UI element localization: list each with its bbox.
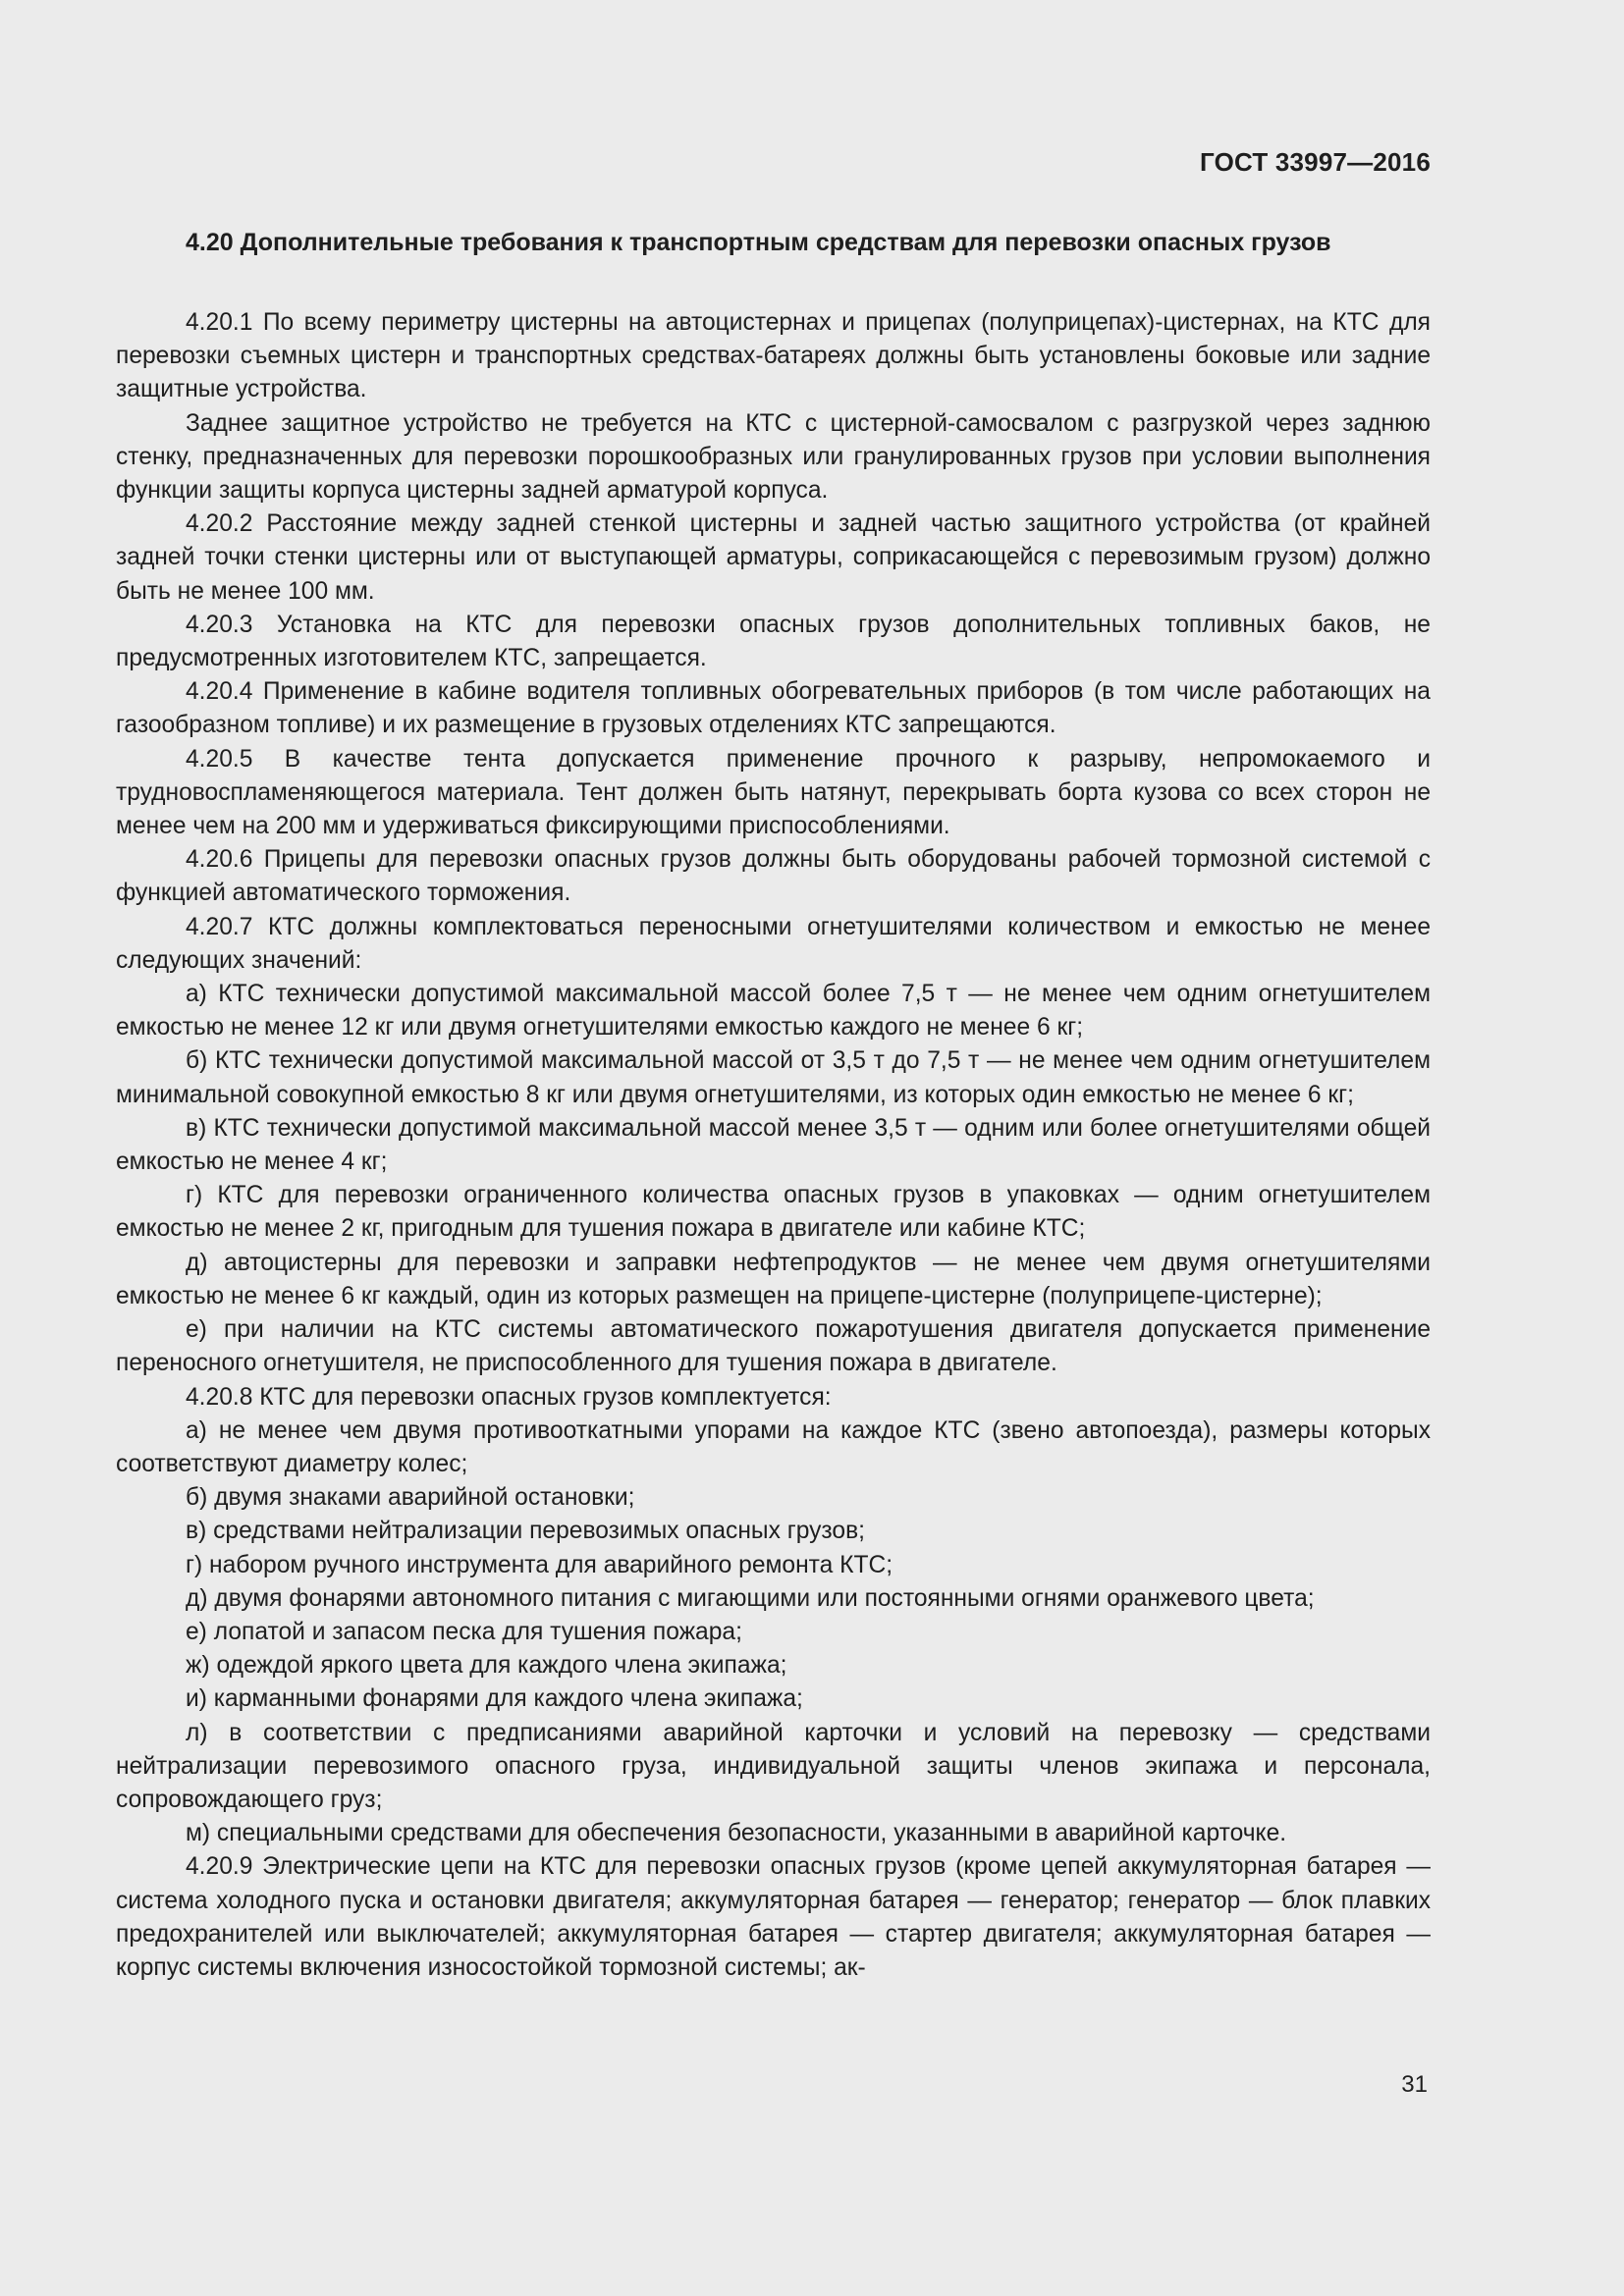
standard-header: ГОСТ 33997—2016 xyxy=(1200,147,1431,177)
list-item-4-20-7-v: в) КТС технически допустимой максимальной массой менее 3,5 т — одним или более огнетушителями общей емкостью не менее 4 кг; xyxy=(116,1114,1431,1176)
paragraph-4-20-1: 4.20.1 По всему периметру цистерны на автоцистернах и прицепах (полуприцепах)-цистернах, на КТС для перевозки съемных цистерн и транспортных средствах-батареях должны быть установлены боковые или задние защитные устройства. xyxy=(116,309,1431,403)
paragraph-4-20-4: 4.20.4 Применение в кабине водителя топливных обогревательных приборов (в том числе работающих на газообразном топливе) и их размещение в грузовых отделениях КТС запрещаются. xyxy=(116,678,1431,739)
paragraph-4-20-5: 4.20.5 В качестве тента допускается применение прочного к разрыву, непромокаемого и трудновоспламеняющегося материала. Тент должен быть натянут, перекрывать борта кузова со всех сторон не менее чем на 200 мм и удерживаться фиксирующими приспособлениями. xyxy=(116,745,1431,840)
list-item-4-20-7-e: е) при наличии на КТС системы автоматического пожаротушения двигателя допускается применение переносного огнетушителя, не приспособленного для тушения пожара в двигателе. xyxy=(116,1316,1431,1377)
list-item-4-20-8-d: д) двумя фонарями автономного питания с мигающими или постоянными огнями оранжевого цвета; xyxy=(186,1584,1315,1612)
paragraph-4-20-2: 4.20.2 Расстояние между задней стенкой цистерны и задней частью защитного устройства (от крайней задней точки стенки цистерны или от выступающей арматуры, соприкасающейся с перевозимым грузом) должно быть не менее 100 мм. xyxy=(116,510,1431,605)
list-item-4-20-8-g: г) набором ручного инструмента для аварийного ремонта КТС; xyxy=(186,1551,893,1578)
paragraph-4-20-9: 4.20.9 Электрические цепи на КТС для перевозки опасных грузов (кроме цепей аккумуляторная батарея — система холодного пуска и остановки двигателя; аккумуляторная батарея — генератор; генератор — блок плавких предохранителей или выключателей; аккумуляторная батарея — стартер двигателя; аккумуляторная батарея — корпус системы включения износостойкой тормозной системы; ак- xyxy=(116,1853,1431,1981)
page-number: 31 xyxy=(1401,2071,1428,2098)
paragraph-4-20-8: 4.20.8 КТС для перевозки опасных грузов комплектуется: xyxy=(186,1383,832,1411)
list-item-4-20-7-a: а) КТС технически допустимой максимальной массой более 7,5 т — не менее чем одним огнетушителем емкостью не менее 12 кг или двумя огнетушителями емкостью каждого не менее 6 кг; xyxy=(116,981,1431,1041)
list-item-4-20-7-d: д) автоцистерны для перевозки и заправки нефтепродуктов — не менее чем двумя огнетушителями емкостью не менее 6 кг каждый, один из которых размещен на прицепе-цистерне (полуприцепе-цистерне); xyxy=(116,1249,1431,1309)
paragraph-rear-guard: Заднее защитное устройство не требуется на КТС с цистерной-самосвалом с разгрузкой через заднюю стенку, предназначенных для перевозки порошкообразных или гранулированных грузов при условии выполнения функции защиты корпуса цистерны задней арматурой корпуса. xyxy=(116,409,1431,505)
list-item-4-20-7-g: г) КТС для перевозки ограниченного количества опасных грузов в упаковках — одним огнетушителем емкостью не менее 2 кг, пригодным для тушения пожара в двигателе или кабине КТС; xyxy=(116,1182,1431,1243)
list-item-4-20-8-zh: ж) одеждой яркого цвета для каждого члена экипажа; xyxy=(186,1652,787,1680)
list-item-4-20-8-i: и) карманными фонарями для каждого члена экипажа; xyxy=(186,1685,803,1713)
list-item-4-20-8-a: а) не менее чем двумя противооткатными упорами на каждое КТС (звено автопоезда), размеры которых соответствуют диаметру колес; xyxy=(116,1416,1431,1477)
body-text xyxy=(116,306,1431,1985)
paragraph-4-20-6: 4.20.6 Прицепы для перевозки опасных грузов должны быть оборудованы рабочей тормозной системой с функцией автоматического торможения. xyxy=(116,846,1431,907)
list-item-4-20-8-e: е) лопатой и запасом песка для тушения пожара; xyxy=(186,1618,742,1645)
paragraph-4-20-3: 4.20.3 Установка на КТС для перевозки опасных грузов дополнительных топливных баков, не предусмотренных изготовителем КТС, запрещается. xyxy=(116,611,1431,672)
list-item-4-20-8-m: м) специальными средствами для обеспечения безопасности, указанными в аварийной карточке. xyxy=(186,1820,1287,1847)
list-item-4-20-8-b: б) двумя знаками аварийной остановки; xyxy=(186,1484,635,1512)
paragraph-4-20-7: 4.20.7 КТС должны комплектоваться переносными огнетушителями количеством и емкостью не менее следующих значений: xyxy=(116,913,1431,974)
list-item-4-20-8-l: л) в соответствии с предписаниями аварийной карточки и условий на перевозку — средствами нейтрализации перевозимого опасного груза, индивидуальной защиты членов экипажа и персонала, сопровождающего груз; xyxy=(116,1719,1431,1813)
list-item-4-20-8-v: в) средствами нейтрализации перевозимых опасных грузов; xyxy=(186,1518,865,1545)
section-title: 4.20 Дополнительные требования к транспортным средствам для перевозки опасных грузов xyxy=(186,229,1331,256)
list-item-4-20-7-b: б) КТС технически допустимой максимальной массой от 3,5 т до 7,5 т — не менее чем одним огнетушителем минимальной совокупной емкостью 8 кг или двумя огнетушителями, из которых один емкостью не менее 6 кг; xyxy=(116,1047,1431,1108)
